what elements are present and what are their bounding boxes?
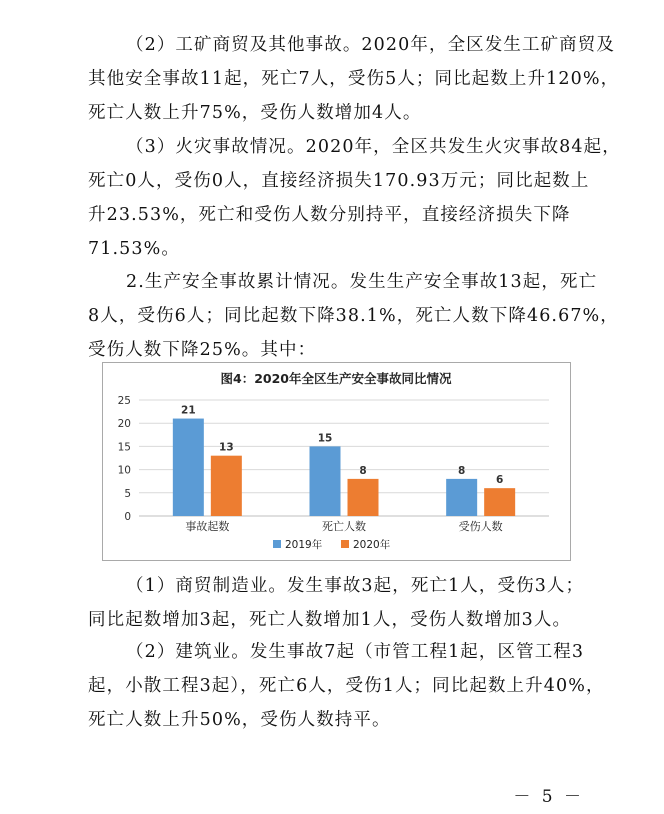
paragraph-line: 死亡人数上升50%，受伤人数持平。 [88,710,391,730]
x-axis [185,519,502,533]
page-number: － 5 － [513,787,584,807]
paragraph-line: （1）商贸制造业。发生事故3起，死亡1人，受伤3人； [126,576,585,596]
x-tick-label: 受伤人数 [458,520,503,533]
bar [348,479,379,516]
y-tick-label: 5 [124,487,131,500]
paragraph-line: 71.53%。 [88,239,180,259]
legend-label: 2020年 [353,539,391,551]
paragraph-line: 死亡人数上升75%，受伤人数增加4人。 [88,103,422,123]
bar [484,488,515,516]
bar [310,446,341,516]
bar-chart [103,363,570,560]
chart-title: 图4：2020年全区生产安全事故同比情况 [220,371,452,386]
legend-label: 2019年 [285,539,323,551]
paragraph-line: 死亡0人，受伤0人，直接经济损失170.93万元；同比起数上 [88,171,590,191]
legend-swatch [341,540,349,548]
paragraph-line: 8人，受伤6人；同比起数下降38.1%，死亡人数下降46.67%， [88,306,619,326]
paragraph-construction [88,635,605,737]
bars [173,405,515,516]
paragraph-line: （3）火灾事故情况。2020年，全区共发生火灾事故84起， [126,137,621,157]
paragraph-line: （2）工矿商贸及其他事故。2020年，全区发生工矿商贸及 [126,35,615,55]
y-tick-label: 0 [124,511,131,523]
chart-container [102,362,571,561]
paragraph-manufacturing [88,569,588,637]
data-label: 8 [359,464,367,477]
bar [173,419,204,516]
data-label: 21 [181,404,196,417]
data-label: 6 [496,474,504,487]
paragraph-industrial-accidents [88,28,620,130]
paragraph-line: 升23.53%，死亡和受伤人数分别持平，直接经济损失下降 [88,205,571,225]
y-tick-label: 25 [117,395,131,407]
paragraph-line: 同比起数增加3起，死亡人数增加1人，受伤人数增加3人。 [88,610,572,630]
y-tick-label: 10 [117,464,131,477]
paragraph-fire-accidents [88,130,621,266]
paragraph-line: 2.生产安全事故累计情况。发生生产安全事故13起，死亡 [126,272,598,292]
data-label: 13 [219,441,234,454]
bar [446,479,477,516]
paragraph-line: 起，小散工程3起），死亡6人，受伤1人；同比起数上升40%， [88,676,605,696]
x-tick-label: 死亡人数 [322,520,366,533]
data-label: 15 [317,432,333,445]
paragraph-line: （2）建筑业。发生事故7起（市管工程1起，区管工程3 [126,642,585,662]
legend-swatch [273,540,281,548]
y-axis [118,395,131,523]
paragraph-line: 受伤人数下降25%。其中： [88,340,317,360]
data-label: 8 [458,464,466,477]
x-tick-label: 事故起数 [185,520,230,533]
paragraph-cumulative-accidents [88,265,619,367]
legend [273,538,391,551]
bar [211,456,242,516]
y-tick-label: 20 [117,418,131,431]
y-tick-label: 15 [117,441,131,454]
paragraph-line: 其他安全事故11起，死亡7人，受伤5人；同比起数上升120%， [88,69,620,89]
